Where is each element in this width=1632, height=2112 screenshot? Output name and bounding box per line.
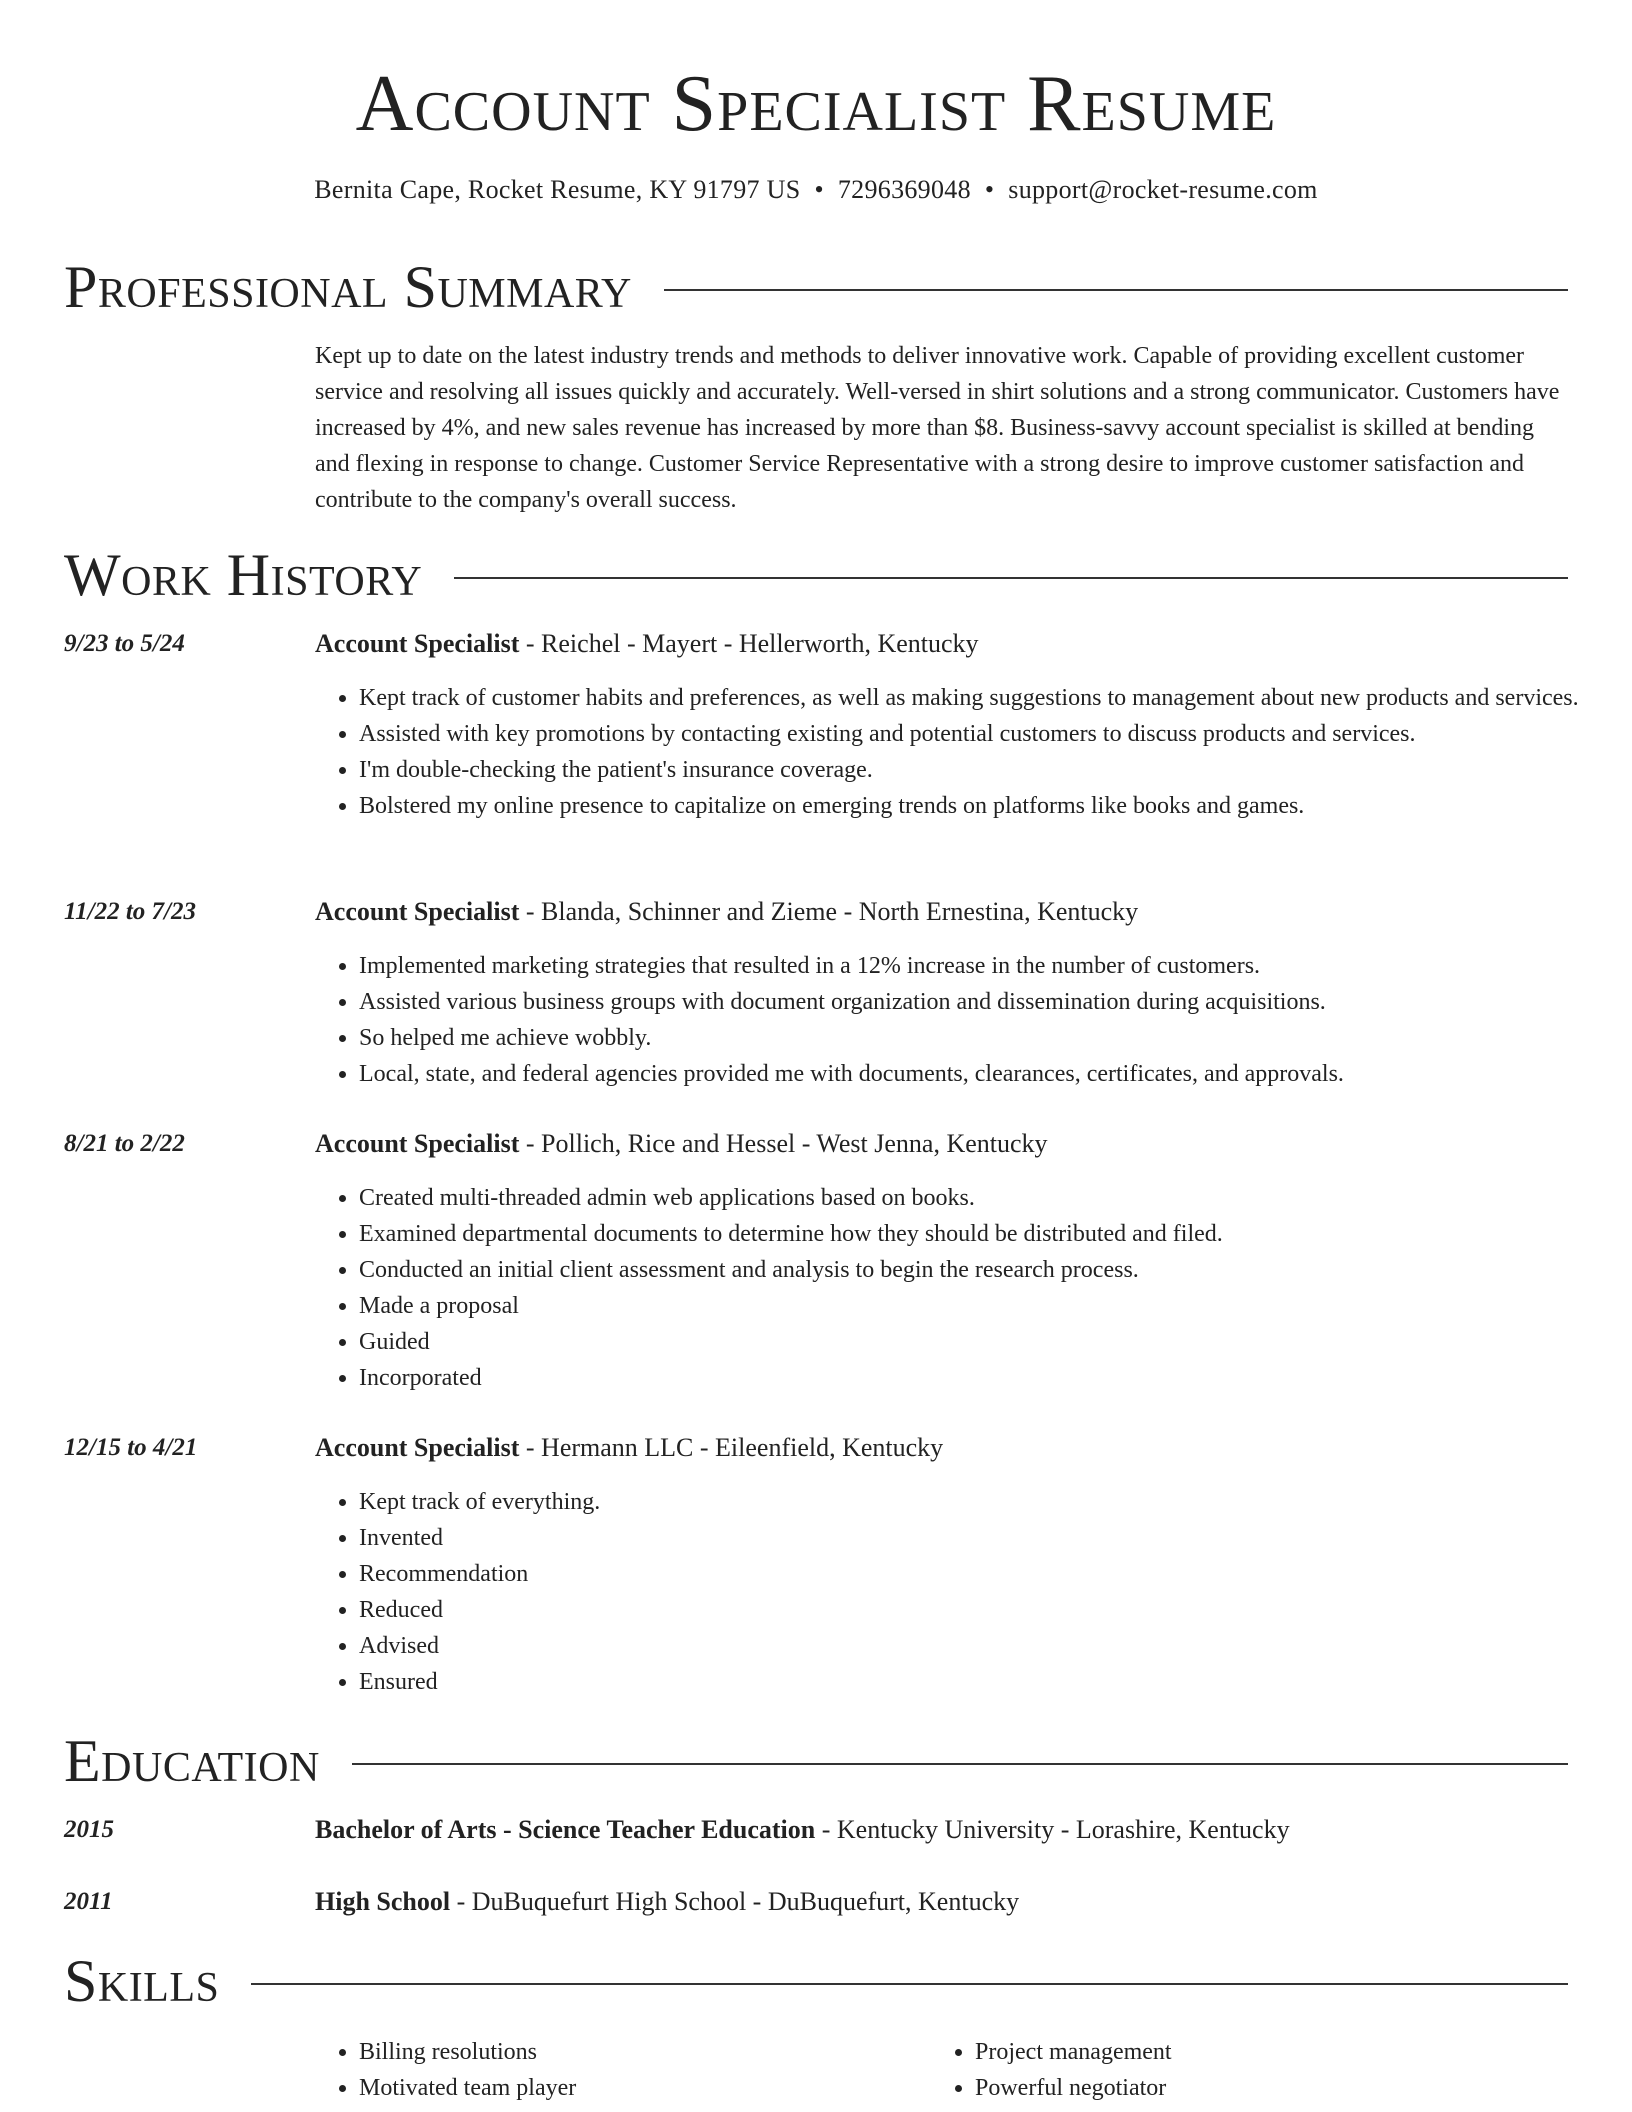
job-heading <box>315 1430 1573 1466</box>
section-divider <box>352 1763 1568 1765</box>
section-header-education <box>64 1726 1568 1796</box>
education-heading <box>315 1812 1573 1848</box>
section-divider <box>251 1983 1568 1985</box>
education-heading <box>315 1884 1573 1920</box>
education-degree: Bachelor of Arts - Science Teacher Education <box>315 1815 816 1844</box>
section-divider <box>454 577 1568 579</box>
summary-text: Kept up to date on the latest industry trends and methods to deliver innovative work. Capable of providing excellent customer service and resolving all issues quickly and accurately. Well-versed in shirt solutions and a strong communicator. Customers have increased by 4%, and new sales revenue has increased by more than $8. Business-savvy account specialist is skilled at bending and flexing in response to change. Customer Service Representative with a strong desire to improve customer satisfaction and contribute to the company's overall success. <box>315 343 1560 513</box>
job-heading <box>315 894 1573 930</box>
job-details: - Hermann LLC - Eileenfield, Kentucky <box>519 1433 944 1462</box>
job-bullet: • Advised <box>359 1628 1617 1664</box>
section-divider <box>664 289 1568 291</box>
skill-item: • Project management <box>975 2034 1595 2070</box>
job-bullet: • Assisted various business groups with document organization and dissemination during acquisitions. <box>359 984 1617 1020</box>
contact-phone: 7296369048 <box>837 175 971 204</box>
job-bullet: • Recommendation <box>359 1556 1617 1592</box>
job-dates: 12/15 to 4/21 <box>64 1434 198 1461</box>
job-title: Account Specialist <box>315 1433 520 1462</box>
job-bullet: • Incorporated <box>359 1360 1617 1396</box>
section-title-work-history: Work History <box>64 542 423 608</box>
skill-item: • Billing resolutions <box>359 2034 959 2070</box>
section-header-work-history <box>64 540 1568 610</box>
contact-email: support@rocket-resume.com <box>1008 175 1318 204</box>
job-details: - Pollich, Rice and Hessel - West Jenna, Kentucky <box>519 1129 1048 1158</box>
job-bullet: • Bolstered my online presence to capitalize on emerging trends on platforms like books and games. <box>359 788 1617 824</box>
job-dates: 11/22 to 7/23 <box>64 898 196 925</box>
education-details: - DuBuquefurt High School - DuBuquefurt, Kentucky <box>450 1887 1020 1916</box>
section-title-summary: Professional Summary <box>64 254 632 320</box>
job-details: - Reichel - Mayert - Hellerworth, Kentucky <box>519 629 979 658</box>
job-title: Account Specialist <box>315 629 520 658</box>
job-bullets <box>315 948 1617 1092</box>
job-bullet: • Conducted an initial client assessment and analysis to begin the research process. <box>359 1252 1617 1288</box>
job-bullet: • Assisted with key promotions by contacting existing and potential customers to discuss products and services. <box>359 716 1617 752</box>
job-bullet: • Created multi-threaded admin web applications based on books. <box>359 1180 1617 1216</box>
job-bullets <box>315 1484 1617 1700</box>
job-bullet: • Local, state, and federal agencies provided me with documents, clearances, certificates, and approvals. <box>359 1056 1617 1092</box>
resume-title: Account Specialist Resume <box>355 60 1277 148</box>
job-bullets <box>315 1180 1617 1396</box>
education-degree: High School <box>315 1887 451 1916</box>
job-bullet: • Ensured <box>359 1664 1617 1700</box>
job-bullet: • So helped me achieve wobbly. <box>359 1020 1617 1056</box>
job-dates: 8/21 to 2/22 <box>64 1130 185 1157</box>
job-dates: 9/23 to 5/24 <box>64 630 185 657</box>
job-title: Account Specialist <box>315 897 520 926</box>
job-bullets <box>315 680 1617 824</box>
job-heading <box>315 626 1573 662</box>
job-title: Account Specialist <box>315 1129 520 1158</box>
section-title-education: Education <box>64 1728 320 1794</box>
education-details: - Kentucky University - Lorashire, Kentucky <box>815 1815 1290 1844</box>
job-bullet: • Reduced <box>359 1592 1617 1628</box>
job-heading <box>315 1126 1573 1162</box>
job-bullet: • I'm double-checking the patient's insurance coverage. <box>359 752 1617 788</box>
education-year: 2015 <box>64 1816 114 1843</box>
section-header-skills <box>64 1946 1568 2016</box>
education-year: 2011 <box>64 1888 113 1915</box>
contact-address: Bernita Cape, Rocket Resume, KY 91797 US <box>314 175 801 204</box>
job-bullet: • Invented <box>359 1520 1617 1556</box>
skill-item: • Powerful negotiator <box>975 2070 1595 2106</box>
section-title-skills: Skills <box>64 1948 220 2014</box>
job-bullet: • Kept track of everything. <box>359 1484 1617 1520</box>
job-bullet: • Implemented marketing strategies that resulted in a 12% increase in the number of customers. <box>359 948 1617 984</box>
contact-separator: • <box>814 175 824 204</box>
skill-item: • Motivated team player <box>359 2070 959 2106</box>
job-bullet: • Made a proposal <box>359 1288 1617 1324</box>
skills-list-right <box>931 2034 1595 2106</box>
job-bullet: • Guided <box>359 1324 1617 1360</box>
section-header-summary <box>64 252 1568 322</box>
job-details: - Blanda, Schinner and Zieme - North Ernestina, Kentucky <box>519 897 1139 926</box>
contact-line <box>0 172 1632 208</box>
job-bullet: • Examined departmental documents to determine how they should be distributed and filed. <box>359 1216 1617 1252</box>
contact-separator: • <box>984 175 995 204</box>
job-bullet: • Kept track of customer habits and preferences, as well as making suggestions to management about new products and services. <box>359 680 1617 716</box>
skills-list-left <box>315 2034 959 2106</box>
